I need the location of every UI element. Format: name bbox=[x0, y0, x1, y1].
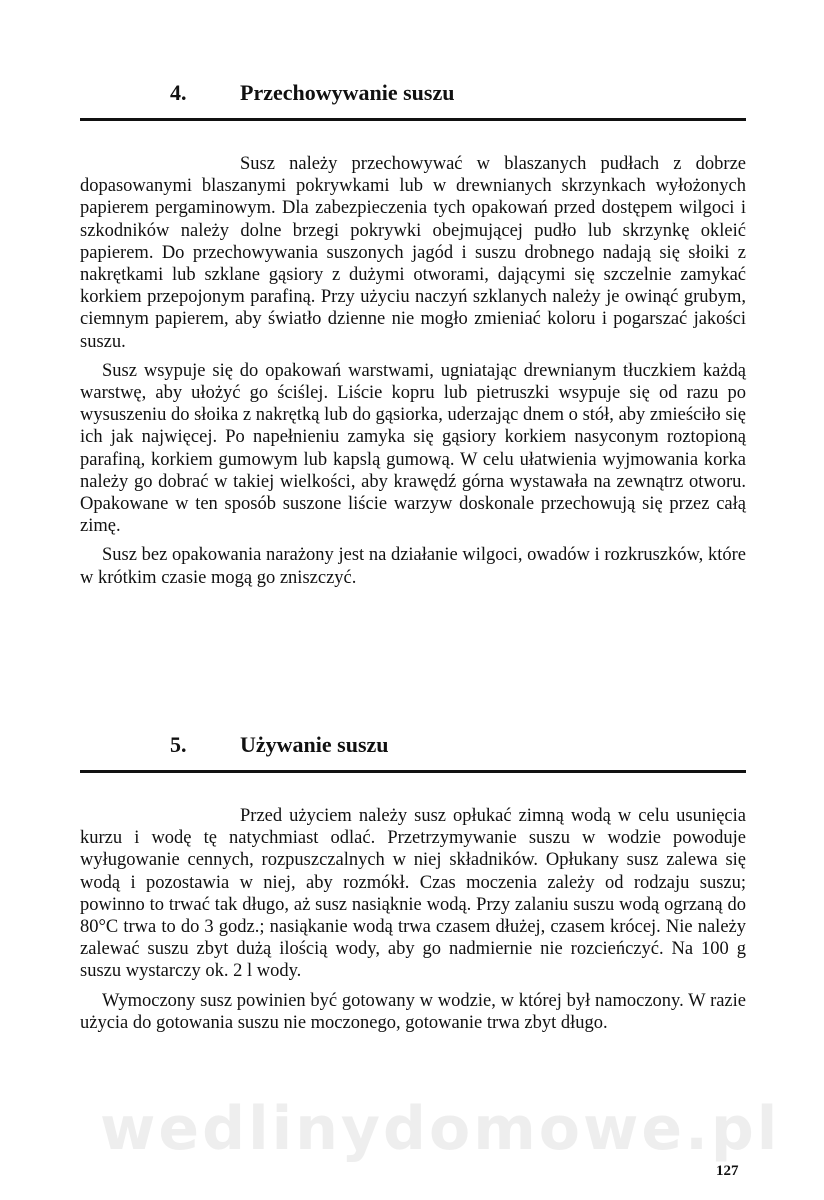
paragraph: Susz bez opakowania narażony jest na działanie wilgoci, owadów i rozkruszków, które w krótkim czasie mogą go zniszczyć. bbox=[80, 545, 746, 588]
paragraph: Przed użyciem należy susz opłukać zimną wodą w celu usunięcia kurzu i wodę tę natychmiast odlać. Przetrzymywanie suszu w wodzie powoduje wyługowanie cennych, rozpuszczalnych w niej składników. Opłukany susz zalewa się wodą i pozostawia w niej, aby rozmókł. Czas moczenia zależy od rodzaju suszu; powinno to trwać tak długo, aż susz nasiąknie wodą. Przy zalaniu suszu wodą ogrzaną do 80°C trwa to do 3 godz.; nasiąkanie wodą trwa czasem dłużej, czasem krócej. Nie należy zalewać suszu zbyt dużą ilością wody, aby go nadmiernie nie rozcieńczyć. Na 100 g suszu wystarczy ok. 2 l wody. bbox=[80, 806, 746, 982]
paragraph: Wymoczony susz powinien być gotowany w wodzie, w której był namoczony. W razie użycia do gotowania suszu nie moczonego, gotowanie trwa zbyt długo. bbox=[80, 990, 746, 1033]
section-number: 4. bbox=[170, 80, 187, 105]
watermark: wedlinydomowe.pl bbox=[100, 1094, 781, 1164]
section-title: Przechowywanie suszu bbox=[240, 80, 455, 105]
section-usage bbox=[80, 730, 746, 1034]
section-heading bbox=[80, 730, 746, 773]
page-number: 127 bbox=[716, 1163, 739, 1179]
section-heading bbox=[80, 78, 746, 121]
section-number: 5. bbox=[170, 732, 187, 757]
section-title: Używanie suszu bbox=[240, 732, 389, 757]
paragraph: Susz należy przechowywać w blaszanych pudłach z dobrze dopasowanymi blaszanymi pokrywkami lub w drewnianych skrzynkach wyłożonych papierem pergaminowym. Dla zabezpieczenia tych opakowań przed dostępem wilgoci i szkodników należy dolne brzegi pokrywki obejmującej pudło lub skrzynkę okleić papierem. Do przechowywania suszonych jagód i suszu drobnego nadają się słoiki z nakrętkami lub szklane gąsiory z dużymi otworami, dającymi się szczelnie zamykać korkiem przepojonym parafiną. Przy użyciu naczyń szklanych należy je owinąć grubym, ciemnym papierem, aby światło dzienne nie mogło zmieniać koloru i pogarszać jakości suszu. bbox=[80, 154, 746, 352]
section-storage bbox=[80, 78, 746, 589]
paragraph: Susz wsypuje się do opakowań warstwami, ugniatając drewnianym tłuczkiem każdą warstwę, aby ułożyć go ściślej. Liście kopru lub pietruszki wsypuje się od razu po wysuszeniu do słoika z nakrętką lub do gąsiorka, uderzając dnem o stół, aby zmieściło się ich jak najwięcej. Po napełnieniu zamyka się gąsiory korkiem nasyconym roztopioną parafiną, korkiem gumowym lub kapslą gumową. W celu ułatwienia wyjmowania korka należy go dobrać w takiej wielkości, aby krawędź górna wystawała na zewnątrz otworu. Opakowane w ten sposób suszone liście warzyw doskonale przechowują się przez całą zimę. bbox=[80, 360, 746, 537]
